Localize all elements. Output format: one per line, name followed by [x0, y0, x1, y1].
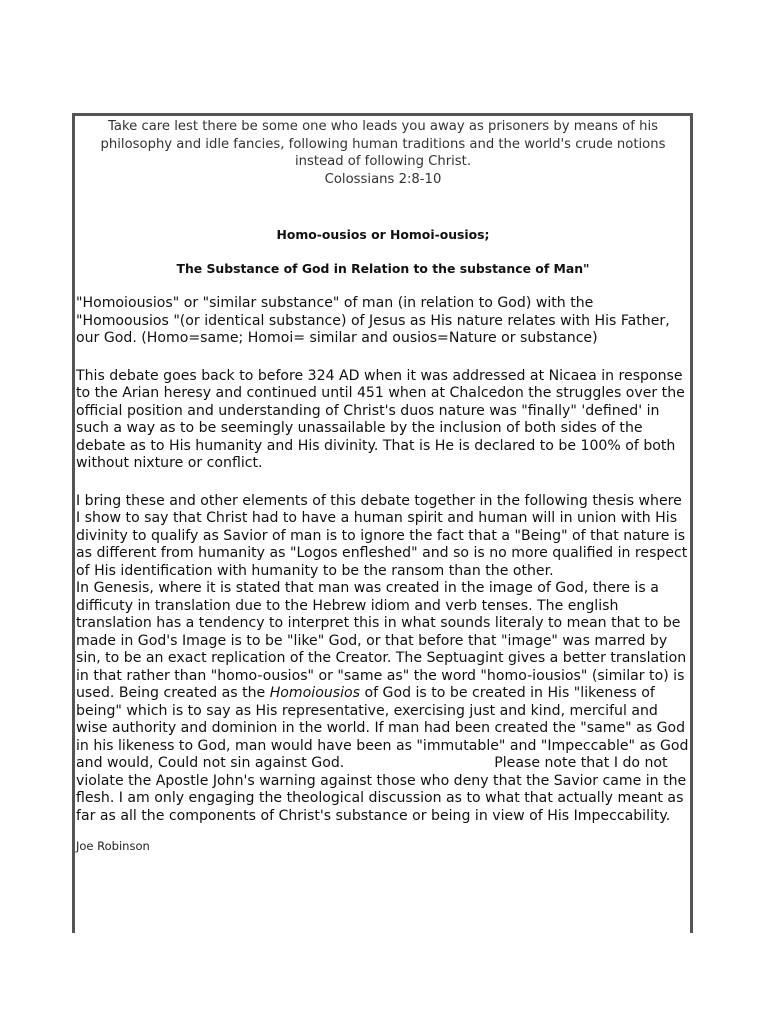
genesis-text-b: of God is to be created in His "likeness of being" which is to say as His representative, exercising just and kind, merciful and wise authority and dominion in the world. If man had been created the "same" as God in his likeness to God, man would have been as "immutable" and "Impeccable" as God and would, Could not sin against God.: [76, 685, 689, 771]
genesis-text-c: Please note that I do not violate the Apostle John's warning against those who deny that the Savior came in the flesh. I am only engaging the theological discussion as to what that actually meant as far as all the components of Christ's substance or being in view of His Impeccability.: [76, 755, 687, 824]
author-signature: Joe Robinson: [76, 839, 150, 853]
epigraph-reference: Colossians 2:8-10: [324, 171, 442, 187]
paragraph-definition: "Homoiousios" or "similar substance" of man (in relation to God) with the "Homoousios "(or identical substance) of Jesus as His nature relates with His Father, our God. (Homo=same; Homoi= similar and ousios=Nature or substance): [76, 295, 670, 346]
document-body: [76, 118, 690, 853]
epigraph-quote: [84, 118, 682, 188]
document-subtitle: The Substance of God in Relation to the substance of Man": [176, 261, 590, 276]
epigraph-line: Take care lest there be some one who leads you away as prisoners by means of his: [108, 119, 658, 134]
paragraph-history: This debate goes back to before 324 AD when it was addressed at Nicaea in response to the Arian heresy and continued until 451 when at Chalcedon the struggles over the official position and understanding of Christ's duos nature was "finally" 'defined' in such a way as to be seemingly unassailable by the inclusion of both sides of the debate as to His humanity and His divinity. That is He is declared to be 100% of both without nixture or conflict.: [76, 367, 685, 471]
epigraph-line: philosophy and idle fancies, following human traditions and the world's crude notions: [100, 136, 666, 152]
document-title: Homo-ousios or Homoi-ousios;: [276, 227, 490, 242]
paragraph-thesis: I bring these and other elements of this debate together in the following thesis where I show to say that Christ had to have a human spirit and human will in union with His divinity to qualify as Savior of man is to ignore the fact that a "Being" of that nature is as different from humanity as "Logos enfleshed" and so is no more qualified in respect of His identification with humanity to be the ransom than the other.: [76, 492, 688, 579]
paragraph-genesis: [76, 580, 690, 825]
genesis-text-a: In Genesis, where it is stated that man was created in the image of God, there is a difficuty in translation due to the Hebrew idiom and verb tenses. The english translation has a tendency to interpret this in what sounds literaly to mean that to be made in God's Image is to be "like" God, or that before that "image" was marred by sin, to be an exact replication of the Creator. The Septuagint gives a better translation in that rather than "homo-ousios" or "same as" the word "homo-iousios" (similar to) is used. Being created as the: [76, 580, 687, 701]
genesis-italic-term: Homoiousios: [269, 685, 360, 701]
epigraph-line: instead of following Christ.: [294, 154, 472, 169]
